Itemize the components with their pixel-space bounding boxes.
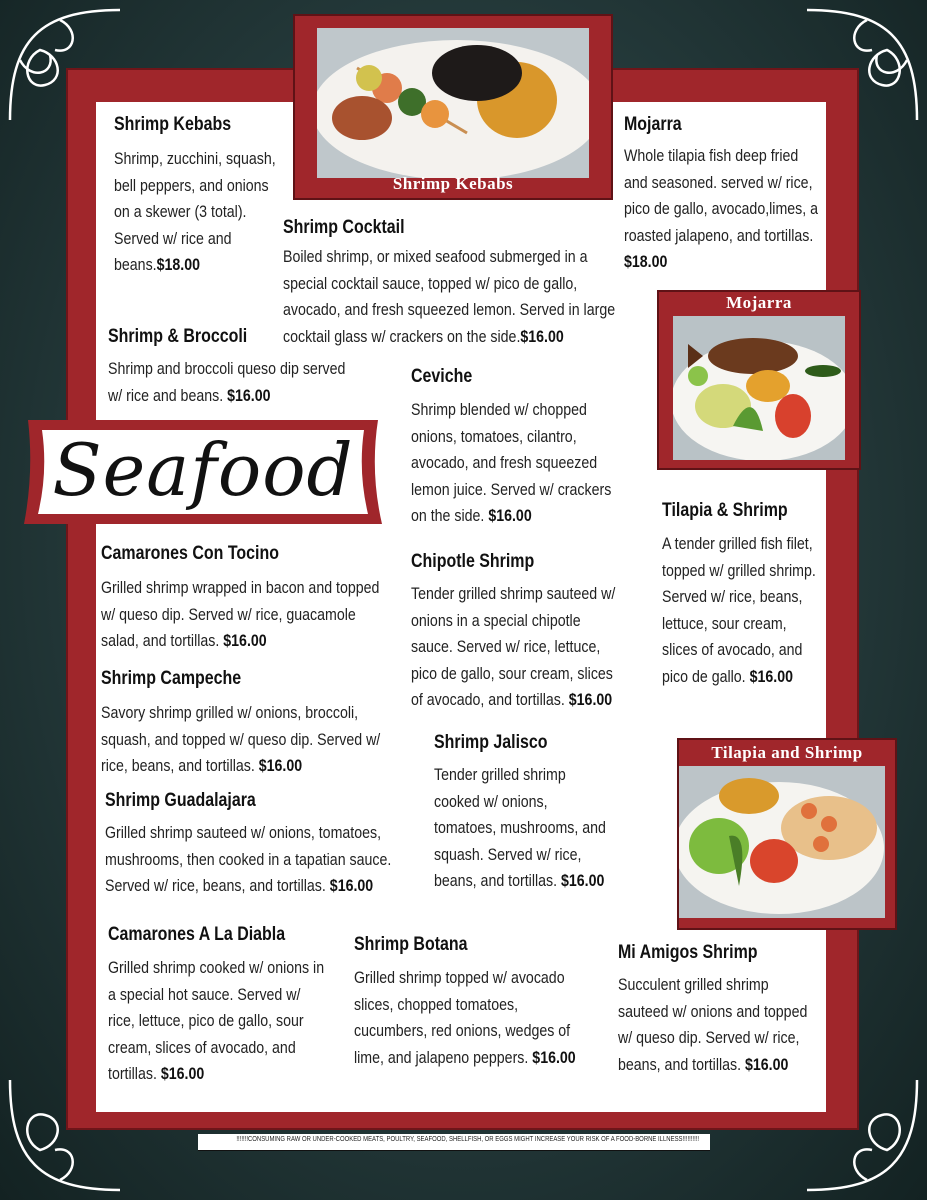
item-desc-shrimp-kebabs [114,146,277,279]
item-desc-text: Grilled shrimp sauteed w/ onions, tomatoes, mushrooms, then cooked in a tapatian sauce. Served w/ rice, beans, and tortillas. [105,824,392,895]
item-price: $16.00 [160,1065,205,1083]
photo-caption: Tilapia and Shrimp [711,743,863,762]
item-desc-mi-amigos [618,972,820,1078]
item-price: $16.00 [568,691,613,709]
item-title-shrimp-jalisco: Shrimp Jalisco [434,732,548,753]
item-price: $16.00 [745,1055,789,1074]
item-price: $16.00 [223,632,267,650]
item-desc-camarones-diabla [108,955,327,1088]
item-desc-shrimp-guadalajara [105,820,423,900]
item-desc-text: Boiled shrimp, or mixed seafood submerged in a special cocktail sauce, topped w/ pico de gallo, avocado, and fresh squeezed lemon. Served in large cocktail glass w/ crackers on the side. [283,248,616,346]
item-desc-mojarra [624,143,824,276]
photo-mojarra [657,290,861,470]
photo-tilapia-shrimp [677,738,897,930]
item-title-shrimp-cocktail: Shrimp Cocktail [283,217,405,238]
tilapia-shrimp-image [679,766,885,918]
seafood-banner [20,416,386,528]
item-title-camarones-tocino: Camarones Con Tocino [101,543,279,564]
item-desc-ceviche [411,397,617,530]
item-price: $16.00 [532,1048,576,1067]
item-desc-shrimp-cocktail [283,244,627,350]
item-title-shrimp-guadalajara: Shrimp Guadalajara [105,790,256,811]
item-desc-text: Grilled shrimp topped w/ avocado slices, chopped tomatoes, cucumbers, red onions, wedges of lime, and jalapeno peppers. [354,969,571,1067]
item-desc-text: Savory shrimp grilled w/ onions, broccoli, squash, and topped w/ queso dip. Served w/ rice, beans, and tortillas. [101,704,381,775]
item-desc-text: Shrimp blended w/ chopped onions, tomatoes, cilantro, avocado, and fresh squeezed lemon juice. Served w/ crackers on the side. [411,401,612,525]
photo-shrimp-kebabs [293,14,613,200]
photo-caption: Mojarra [726,293,792,312]
item-desc-text: A tender grilled fish filet, topped w/ grilled shrimp. Served w/ rice, beans, lettuce, sour cream, slices of avocado, and pico de gallo. [662,535,816,686]
item-title-shrimp-broccoli: Shrimp & Broccoli [108,326,248,347]
item-desc-chipotle-shrimp [411,581,626,714]
item-title-shrimp-kebabs: Shrimp Kebabs [114,114,232,135]
item-price: $18.00 [624,253,668,271]
item-price: $18.00 [156,256,201,274]
item-desc-shrimp-jalisco [434,762,606,895]
item-desc-tilapia-shrimp [662,531,825,690]
food-safety-warning [198,1134,710,1151]
item-desc-shrimp-botana [354,965,595,1071]
item-desc-shrimp-broccoli [108,356,357,409]
item-price: $16.00 [520,327,564,346]
item-title-shrimp-botana: Shrimp Botana [354,934,468,955]
item-price: $16.00 [227,386,271,405]
item-title-shrimp-campeche: Shrimp Campeche [101,668,242,689]
photo-caption: Shrimp Kebabs [392,174,514,193]
item-price: $16.00 [329,877,374,895]
item-price: $16.00 [749,667,793,686]
section-title: Seafood [52,428,354,512]
item-desc-text: Shrimp, zucchini, squash, bell peppers, and onions on a skewer (3 total). Served w/ rice and beans. [114,150,276,274]
item-title-camarones-diabla: Camarones A La Diabla [108,924,286,945]
item-title-chipotle-shrimp: Chipotle Shrimp [411,551,535,572]
item-desc-text: Tender grilled shrimp sauteed w/ onions in a special chipotle sauce. Served w/ rice, lettuce, pico de gallo, sour cream, slices of avocado, and tortillas. [411,585,616,709]
item-desc-text: Tender grilled shrimp cooked w/ onions, tomatoes, mushrooms, and squash. Served w/ rice, beans, and tortillas. [434,766,606,890]
item-title-mojarra: Mojarra [624,114,682,135]
shrimp-kebabs-image [317,28,589,178]
item-price: $16.00 [258,757,303,775]
item-desc-text: Grilled shrimp wrapped in bacon and topped w/ queso dip. Served w/ rice, guacamole salad, and tortillas. [101,579,380,650]
item-desc-text: Whole tilapia fish deep fried and seasoned. served w/ rice, pico de gallo, avocado,limes, a roasted jalapeno, and tortillas. [624,147,819,245]
mojarra-image [673,316,845,460]
item-desc-text: Grilled shrimp cooked w/ onions in a special hot sauce. Served w/ rice, lettuce, pico de gallo, sour cream, slices of avocado, and tortillas. [108,959,325,1083]
warning-text: !!!!!!!CONSUMING RAW OR UNDER-COOKED MEATS, POULTRY, SEAFOOD, SHELLFISH, OR EGGS MIGHT INCREASE YOUR RISK OF A FOOD-BORNE ILLNESS!!!!!!!!!! [236,1136,700,1143]
item-desc-text: Succulent grilled shrimp sauteed w/ onions and topped w/ queso dip. Served w/ rice, beans, and tortillas. [618,976,808,1074]
item-title-ceviche: Ceviche [411,366,473,387]
item-title-mi-amigos: Mi Amigos Shrimp [618,942,758,963]
item-title-tilapia-shrimp: Tilapia & Shrimp [662,500,788,521]
item-desc-camarones-tocino [101,575,393,655]
item-price: $16.00 [561,872,605,890]
item-desc-text: Shrimp and broccoli queso dip served w/ rice and beans. [108,360,346,405]
item-price: $16.00 [488,507,532,525]
item-desc-shrimp-campeche [101,700,402,780]
